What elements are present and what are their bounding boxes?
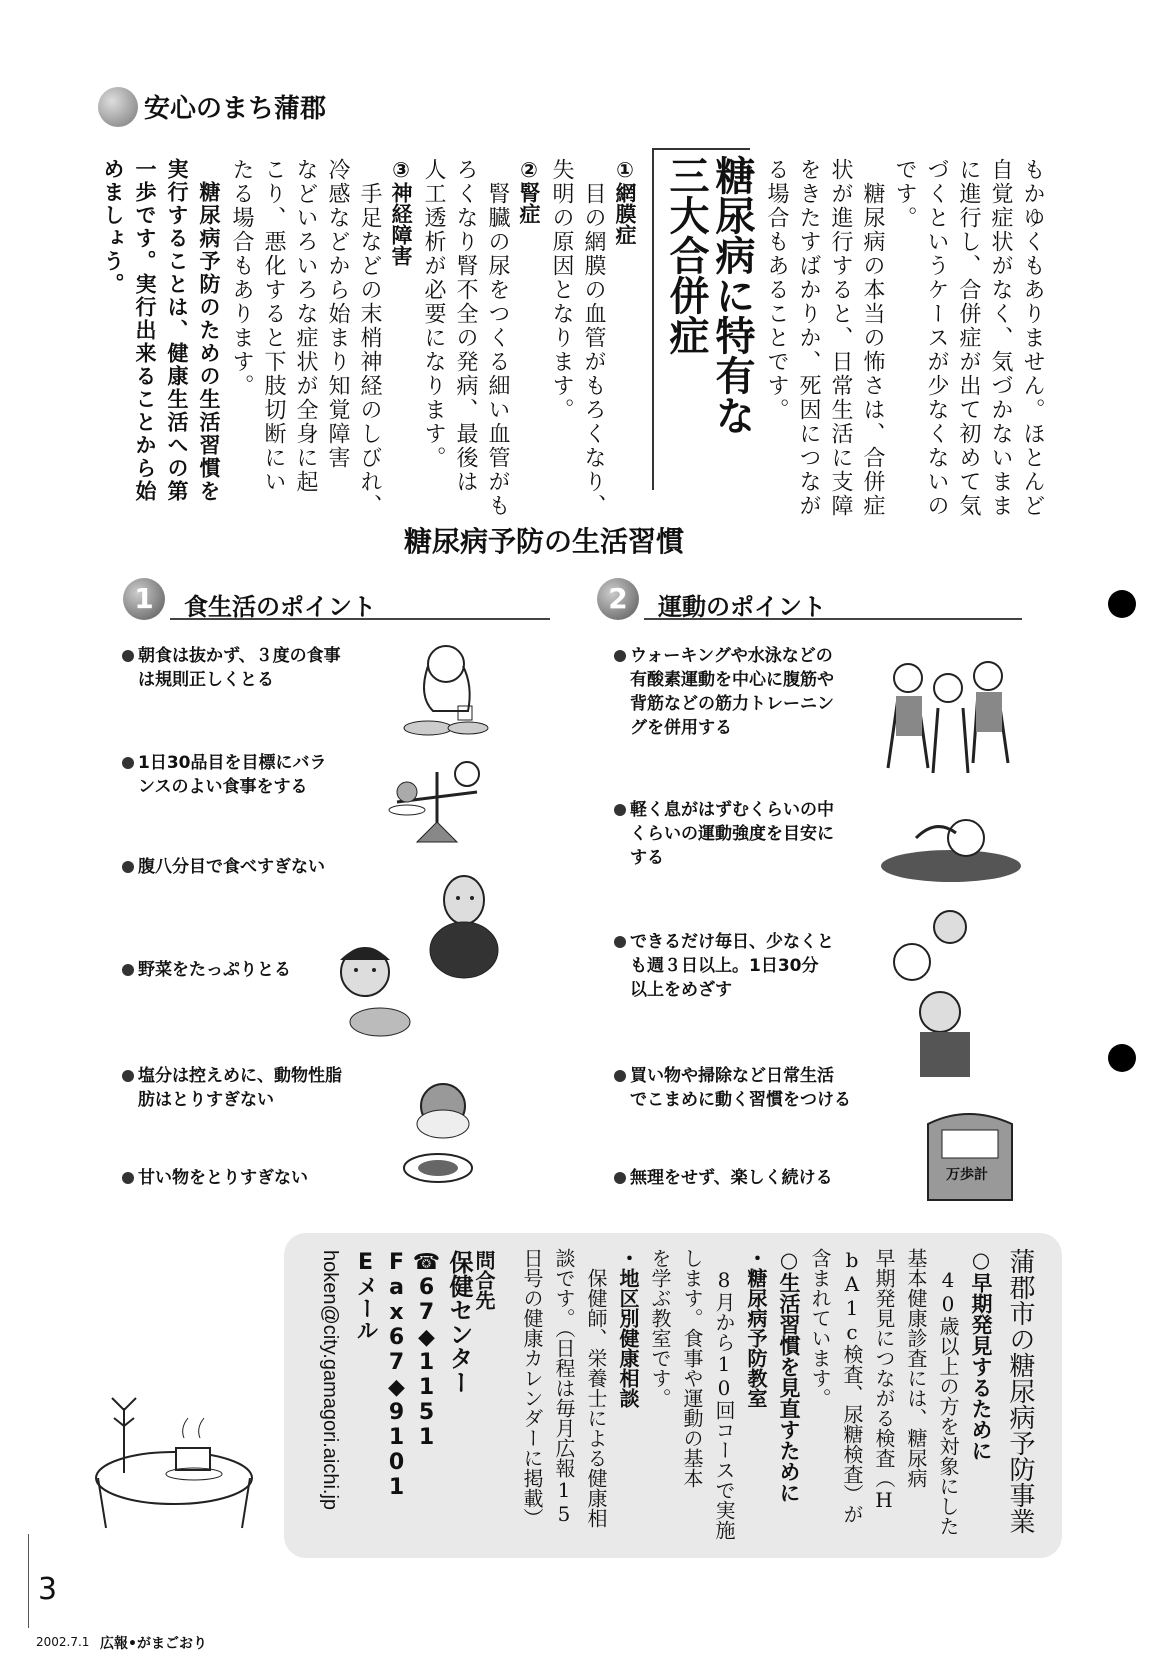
vegetables-illustration xyxy=(320,940,420,1040)
item-text: 背筋などの筋力トレーニン xyxy=(630,694,834,714)
email-label: Eメール xyxy=(353,1250,378,1341)
diet-item xyxy=(122,751,327,799)
article-line: 腎臓の尿をつくる細い血管がも xyxy=(485,158,510,518)
info-line: 談です。（日程は毎月広報15 xyxy=(552,1248,576,1526)
article-line: 糖尿病の本当の怖さは、合併症 xyxy=(860,158,885,518)
article-line: ろくなり腎不全の発病、最後は xyxy=(453,158,478,494)
pedometer-label: 万歩計 xyxy=(946,1167,988,1183)
item-text: 肪はとりすぎない xyxy=(138,1090,274,1110)
article-line: 自覚症状がなく、気づかないまま xyxy=(988,158,1013,518)
diet-number-badge: 1 xyxy=(123,578,165,620)
diet-item xyxy=(122,1166,308,1190)
exercise-divider xyxy=(644,618,1022,620)
diet-item xyxy=(122,1064,342,1112)
info-line: 含まれています。 xyxy=(808,1248,832,1408)
article-line: 人工透析が必要になります。 xyxy=(421,158,446,470)
bullet-dot-icon xyxy=(614,936,626,948)
bullet-dot-icon xyxy=(614,650,626,662)
contact-fax: Fax67◆9101 xyxy=(384,1250,409,1500)
diet-divider xyxy=(170,618,550,620)
item-text: も週３日以上。1日30分 xyxy=(630,956,819,976)
lifestyle-heading: ○生活習慣を見直すために xyxy=(777,1248,801,1503)
item-text: 無理をせず、楽しく続ける xyxy=(630,1168,833,1188)
item-text: 朝食は抜かず、３度の食事 xyxy=(138,646,341,666)
article-line: もかゆくもありません。ほとんど xyxy=(1020,158,1045,518)
info-line: を学ぶ教室です。 xyxy=(648,1248,672,1408)
bullet-dot-icon xyxy=(122,861,134,873)
exercise-points-title: 運動のポイント xyxy=(658,593,826,621)
article-line: 失明の原因となります。 xyxy=(549,158,574,422)
exercise-item xyxy=(614,930,834,1002)
diet-item xyxy=(122,958,291,982)
habits-title: 糖尿病予防の生活習慣 xyxy=(404,525,685,558)
bullet-dot-icon xyxy=(614,1070,626,1082)
article-line: などいろいろな症状が全身に起 xyxy=(293,158,318,494)
item-text: グを併用する xyxy=(630,718,732,738)
item-text: 腹八分目で食べすぎない xyxy=(138,857,325,877)
info-line: します。食事や運動の基本 xyxy=(680,1248,704,1488)
publication-name: 広報•がまごおり xyxy=(100,1636,207,1652)
breakfast-illustration xyxy=(388,636,498,746)
article-line: 実行することは、健康生活への第 xyxy=(165,158,189,503)
balanced-meal-illustration xyxy=(382,752,492,852)
info-line: 日号の健康カレンダーに掲載） xyxy=(520,1248,544,1528)
contact-label: 問合先 xyxy=(472,1250,496,1310)
article-line: 糖尿病予防のための生活習慣を xyxy=(197,158,221,503)
exercise-item xyxy=(614,644,834,740)
swimming-illustration xyxy=(876,808,1026,888)
article-line: 冷感などから始まり知覚障害 xyxy=(325,158,350,470)
bullet-dot-icon xyxy=(122,964,134,976)
article-line: づくというケースが少なくないの xyxy=(924,158,949,518)
margin-dot-icon xyxy=(1108,1044,1136,1072)
complication-title-2: 三大合併症 xyxy=(663,155,709,355)
article-line: 状が進行すると、日常生活に支障 xyxy=(828,158,853,518)
contact-email[interactable]: hoken@city.gamagori.aichi.jp xyxy=(319,1250,341,1511)
item-text: 買い物や掃除など日常生活 xyxy=(630,1066,834,1086)
item-text: 1日30品目を目標にバラ xyxy=(138,753,327,773)
diet-points-title: 食生活のポイント xyxy=(184,593,376,621)
section-badge-icon xyxy=(98,87,138,127)
bullet-dot-icon xyxy=(614,1172,626,1184)
exercise-item xyxy=(614,1166,833,1190)
consultation-heading: ・地区別健康相談 xyxy=(616,1248,640,1408)
info-line: 8月から10回コースで実施 xyxy=(712,1248,736,1540)
retinopathy-heading: ①網膜症 xyxy=(613,158,637,245)
article-line: 手足などの末梢神経のしびれ、 xyxy=(357,158,382,518)
article-line: 目の網膜の血管がもろくなり、 xyxy=(581,158,606,518)
issue-date: 2002.7.1 xyxy=(36,1635,90,1649)
coffee-table-illustration xyxy=(84,1388,264,1538)
bullet-dot-icon xyxy=(122,1070,134,1082)
item-text: 野菜をたっぷりとる xyxy=(138,960,291,980)
item-text: 軽く息がはずむくらいの中 xyxy=(630,800,834,820)
info-line: 保健師、栄養士による健康相 xyxy=(584,1248,608,1528)
item-text: 以上をめざす xyxy=(630,980,732,1000)
full-stomach-illustration xyxy=(414,870,514,980)
item-text: ウォーキングや水泳などの xyxy=(630,646,833,666)
contact-tel: ☎67◆1151 xyxy=(414,1250,439,1450)
article-line: る場合もあることです。 xyxy=(764,158,789,422)
article-line: めましょう。 xyxy=(101,158,125,296)
section-title: 安心のまち蒲郡 xyxy=(144,94,327,124)
article-line: です。 xyxy=(892,158,917,230)
exercise-item xyxy=(614,798,834,870)
diet-item xyxy=(122,644,341,692)
bullet-dot-icon xyxy=(122,757,134,769)
item-text: 塩分は控えめに、動物性脂 xyxy=(138,1066,342,1086)
walking-group-illustration xyxy=(868,648,1028,778)
article-line: こり、悪化すると下肢切断にい xyxy=(261,158,286,494)
exercise-number-badge: 2 xyxy=(597,578,639,620)
exercise-item xyxy=(614,1064,851,1112)
early-detection-heading: ○早期発見するために xyxy=(969,1248,993,1461)
bullet-dot-icon xyxy=(122,650,134,662)
info-line: bA1c検査、尿糖検査）が xyxy=(840,1248,864,1524)
item-text: できるだけ毎日、少なくと xyxy=(630,932,834,952)
item-text: 有酸素運動を中心に腹筋や xyxy=(630,670,834,690)
bullet-dot-icon xyxy=(614,804,626,816)
neuropathy-heading: ③神経障害 xyxy=(389,158,413,266)
article-line: たる場合もあります。 xyxy=(229,158,254,398)
page-number: 3 xyxy=(38,1572,58,1607)
item-text: ンスのよい食事をする xyxy=(138,777,308,797)
item-text: は規則正しくとる xyxy=(138,670,274,690)
info-line: 早期発見につながる検査（H xyxy=(872,1248,896,1512)
family-exercise-illustration xyxy=(880,902,990,1082)
item-text: する xyxy=(630,848,664,868)
article-line: をきたすばかりか、死因につなが xyxy=(796,158,821,518)
item-text: でこまめに動く習慣をつける xyxy=(630,1090,851,1110)
complication-title-1: 糖尿病に特有な xyxy=(709,155,755,435)
class-heading: ・糖尿病予防教室 xyxy=(744,1248,768,1408)
article-line: 一歩です。実行出来ることから始 xyxy=(133,158,157,503)
steak-illustration xyxy=(398,1076,498,1186)
program-title: 蒲郡市の糖尿病予防事業 xyxy=(1005,1248,1035,1534)
article-line: に進行し、合併症が出て初めて気 xyxy=(956,158,981,518)
item-text: くらいの運動強度を目安に xyxy=(630,824,834,844)
bullet-dot-icon xyxy=(122,1172,134,1184)
info-line: 基本健康診査には、糖尿病 xyxy=(904,1248,928,1488)
nephropathy-heading: ②腎症 xyxy=(517,158,541,224)
margin-dot-icon xyxy=(1108,590,1136,618)
info-line: 40歳以上の方を対象にした xyxy=(936,1248,960,1536)
contact-org: 保健センター xyxy=(445,1250,473,1394)
item-text: 甘い物をとりすぎない xyxy=(138,1168,308,1188)
pedometer-illustration xyxy=(918,1104,1022,1210)
diet-item xyxy=(122,855,325,879)
page-number-rule xyxy=(28,1534,29,1628)
